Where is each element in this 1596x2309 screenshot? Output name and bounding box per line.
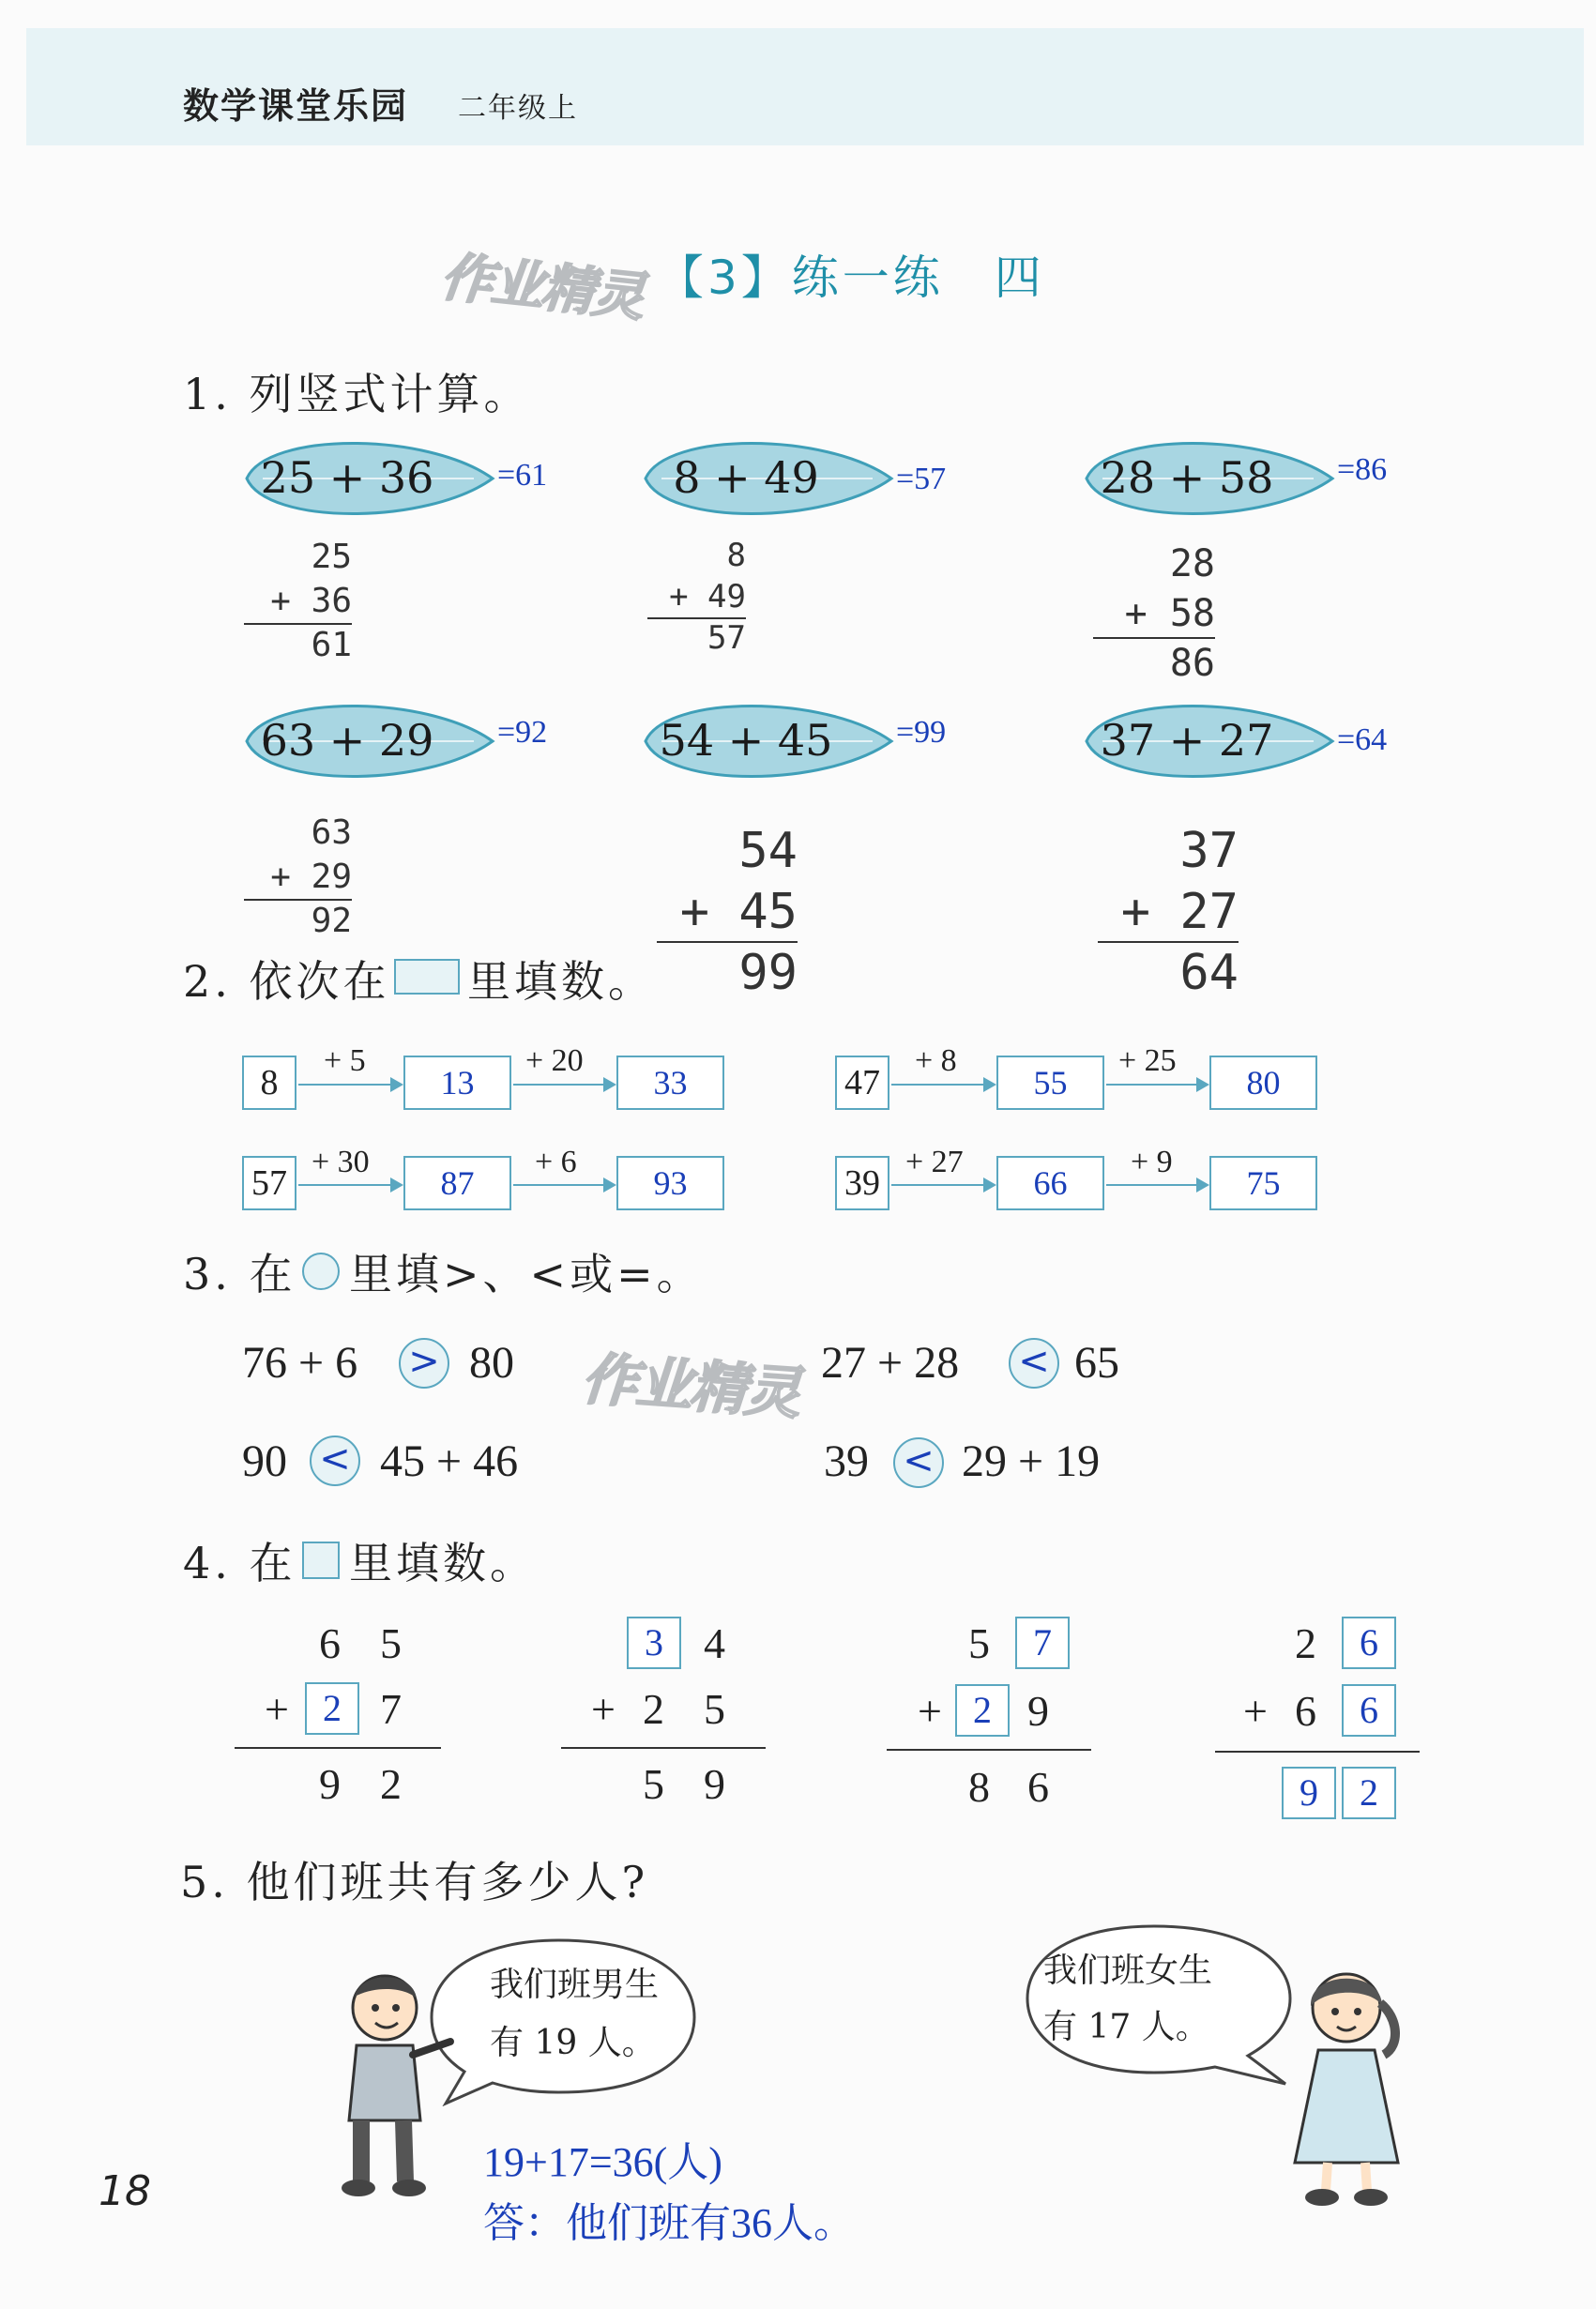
vc4-top: 63 [311, 813, 352, 852]
vc2-top: 8 [726, 537, 746, 574]
vc4-bottom: + 29 [270, 858, 352, 896]
boy-bubble-line-1: 我们班男生 [490, 1966, 660, 2004]
leaf-5-expression: 54 + 45 [659, 715, 833, 766]
p1-result-tens: 9 [319, 1760, 341, 1808]
section-title: 【3】练一练 四 [657, 251, 1045, 305]
leaf-4 [239, 694, 493, 788]
chain-4-value-1: 66 [996, 1156, 1104, 1210]
leaf-3-answer: =86 [1337, 452, 1388, 487]
chain-4-op-2: + 9 [1131, 1145, 1173, 1179]
girl-illustration-icon [1271, 1952, 1421, 2214]
leaf-4-expression: 63 + 29 [260, 715, 434, 766]
chain-4-value-2: 75 [1209, 1156, 1317, 1210]
p2-result-ones: 9 [704, 1760, 725, 1808]
leaf-3-expression: 28 + 58 [1100, 452, 1274, 503]
chain-3-value-2: 93 [616, 1156, 724, 1210]
cmp-4-sign: < [893, 1437, 944, 1488]
p4-box-top-ones[interactable]: 6 [1342, 1617, 1396, 1669]
girl-bubble-line-2: 有 17 人。 [1043, 2008, 1209, 2046]
q3-label-b: 里填>、<或=。 [349, 1249, 704, 1299]
p1-bottom-ones: 7 [380, 1685, 402, 1733]
vc2-line [647, 617, 746, 619]
chain-2-value-2: 80 [1209, 1056, 1317, 1110]
chain-1-value-2: 33 [616, 1056, 724, 1110]
leaf-6 [1079, 694, 1332, 788]
leaf-5 [638, 694, 891, 788]
boy-bubble-line-2: 有 19 人。 [490, 2024, 656, 2062]
q3-label-a: 3. 在 [183, 1249, 296, 1299]
q3-circle-glyph-icon [302, 1253, 340, 1290]
p3-bottom-ones: 9 [1027, 1687, 1049, 1735]
p1-box-tens[interactable]: 2 [305, 1682, 359, 1735]
vc1-top: 25 [311, 538, 352, 576]
q2-box-glyph-icon [394, 959, 460, 995]
p1-top-tens: 6 [319, 1619, 341, 1667]
vc5-bottom: + 45 [679, 884, 798, 940]
q5-solution: 19+17=36(人) [483, 2139, 722, 2185]
vc6-top: 37 [1179, 823, 1239, 879]
cmp-4-left: 39 [824, 1436, 869, 1486]
p4-plus: + [1243, 1687, 1268, 1735]
leaf-2-answer: =57 [896, 462, 947, 496]
q4-label-a: 4. 在 [183, 1538, 296, 1588]
cmp-4-right: 29 + 19 [962, 1436, 1101, 1486]
p3-top-tens: 5 [968, 1619, 990, 1667]
leaf-1 [239, 432, 493, 525]
vc1-line [244, 623, 352, 625]
p3-box-tens[interactable]: 2 [955, 1684, 1010, 1737]
q5-label: 5. 他们班共有多少人? [180, 1857, 649, 1907]
chain-1-start: 8 [242, 1056, 296, 1110]
p2-plus: + [591, 1685, 616, 1733]
book-title: 数学课堂乐园 [183, 85, 409, 127]
chain-3-value-1: 87 [403, 1156, 511, 1210]
vc2-result: 57 [707, 619, 746, 657]
chain-2-op-1: + 8 [915, 1043, 957, 1078]
chain-1-arrow-1 [298, 1084, 402, 1086]
p3-result-ones: 6 [1027, 1763, 1049, 1811]
p1-plus: + [265, 1685, 289, 1733]
leaf-2-expression: 8 + 49 [673, 452, 819, 503]
chain-1-op-1: + 5 [324, 1043, 366, 1078]
cmp-1-sign: > [399, 1338, 449, 1389]
p3-line [887, 1749, 1091, 1751]
leaf-3 [1079, 432, 1332, 525]
chain-1-arrow-2 [513, 1084, 615, 1086]
chain-3-op-1: + 30 [312, 1145, 370, 1179]
chain-4-start: 39 [835, 1156, 889, 1210]
chain-2-arrow-2 [1106, 1084, 1208, 1086]
p1-line [235, 1747, 441, 1749]
leaf-5-answer: =99 [896, 715, 947, 750]
leaf-1-answer: =61 [497, 458, 548, 493]
page-number: 18 [99, 2167, 151, 2215]
p4-bottom-tens: 6 [1295, 1687, 1316, 1735]
cmp-3-left: 90 [242, 1436, 287, 1486]
vc4-line [244, 899, 352, 901]
vertical-calc-5 [657, 821, 798, 1004]
watermark-top: 作业精灵 [437, 246, 646, 329]
chain-4-arrow-1 [891, 1184, 995, 1186]
chain-3-op-2: + 6 [535, 1145, 577, 1179]
p4-box-bottom-ones[interactable]: 6 [1342, 1684, 1396, 1737]
p4-line [1215, 1751, 1420, 1753]
vc5-top: 54 [738, 823, 798, 879]
watermark-middle: 作业精灵 [579, 1345, 801, 1427]
leaf-1-expression: 25 + 36 [260, 452, 434, 503]
vertical-calc-3 [1093, 539, 1215, 690]
leaf-6-expression: 37 + 27 [1100, 715, 1274, 766]
boy-illustration-icon [319, 1961, 460, 2205]
p3-plus: + [918, 1687, 942, 1735]
p2-bottom-ones: 5 [704, 1685, 725, 1733]
q4-box-glyph-icon [302, 1542, 340, 1579]
vertical-calc-1 [244, 535, 352, 671]
chain-4-op-1: + 27 [905, 1145, 964, 1179]
q2-label-b: 里填数。 [467, 956, 655, 1007]
vc3-result: 86 [1169, 642, 1215, 685]
chain-3-arrow-1 [298, 1184, 402, 1186]
chain-2-arrow-1 [891, 1084, 995, 1086]
leaf-6-answer: =64 [1337, 722, 1388, 757]
cmp-2-left: 27 + 28 [821, 1338, 960, 1388]
chain-3-arrow-2 [513, 1184, 615, 1186]
vc3-line [1093, 637, 1215, 639]
vc2-bottom: + 49 [669, 578, 746, 615]
p3-result-tens: 8 [968, 1763, 990, 1811]
vertical-calc-2 [647, 535, 746, 661]
leaf-2 [638, 432, 891, 525]
vertical-calc-6 [1098, 821, 1239, 1004]
p2-line [561, 1747, 766, 1749]
grade-label: 二年级上 [458, 92, 578, 125]
vertical-calc-4 [244, 811, 352, 947]
cmp-1-right: 80 [469, 1338, 514, 1388]
vc6-result: 64 [1179, 945, 1239, 1001]
p4-box-result-ones[interactable]: 2 [1342, 1767, 1396, 1819]
chain-3-start: 57 [242, 1156, 296, 1210]
chain-1-value-1: 13 [403, 1056, 511, 1110]
cmp-2-right: 65 [1074, 1338, 1119, 1388]
q1-label: 1. 列竖式计算。 [183, 369, 531, 419]
vc5-line [657, 941, 798, 943]
cmp-3-sign: < [310, 1436, 360, 1486]
leaf-4-answer: =92 [497, 715, 548, 750]
p4-box-result-tens[interactable]: 9 [1282, 1767, 1336, 1819]
cmp-2-sign: < [1009, 1338, 1059, 1389]
girl-bubble-line-1: 我们班女生 [1043, 1952, 1213, 1990]
p2-box-tens[interactable]: 3 [627, 1617, 681, 1669]
vc4-result: 92 [311, 902, 352, 940]
vc6-line [1098, 941, 1239, 943]
vc5-result: 99 [738, 945, 798, 1001]
chain-4-arrow-2 [1106, 1184, 1208, 1186]
chain-2-value-1: 55 [996, 1056, 1104, 1110]
chain-2-start: 47 [835, 1056, 889, 1110]
p2-top-ones: 4 [704, 1619, 725, 1667]
chain-2-op-2: + 25 [1118, 1043, 1177, 1078]
vc1-bottom: + 36 [270, 582, 352, 620]
p3-box-ones[interactable]: 7 [1015, 1617, 1070, 1669]
chain-1-op-2: + 20 [525, 1043, 584, 1078]
vc6-bottom: + 27 [1120, 884, 1239, 940]
cmp-3-right: 45 + 46 [380, 1436, 519, 1486]
p1-top-ones: 5 [380, 1619, 402, 1667]
q4-label-b: 里填数。 [349, 1538, 537, 1588]
vc3-top: 28 [1169, 542, 1215, 585]
p1-result-ones: 2 [380, 1760, 402, 1808]
cmp-1-left: 76 + 6 [242, 1338, 358, 1388]
p4-top-tens: 2 [1295, 1619, 1316, 1667]
q2-label-a: 2. 依次在 [183, 956, 390, 1007]
q5-answer: 答：他们班有36人。 [483, 2200, 855, 2246]
p2-bottom-tens: 2 [643, 1685, 664, 1733]
vc1-result: 61 [311, 626, 352, 664]
p2-result-tens: 5 [643, 1760, 664, 1808]
vc3-bottom: + 58 [1124, 592, 1215, 635]
